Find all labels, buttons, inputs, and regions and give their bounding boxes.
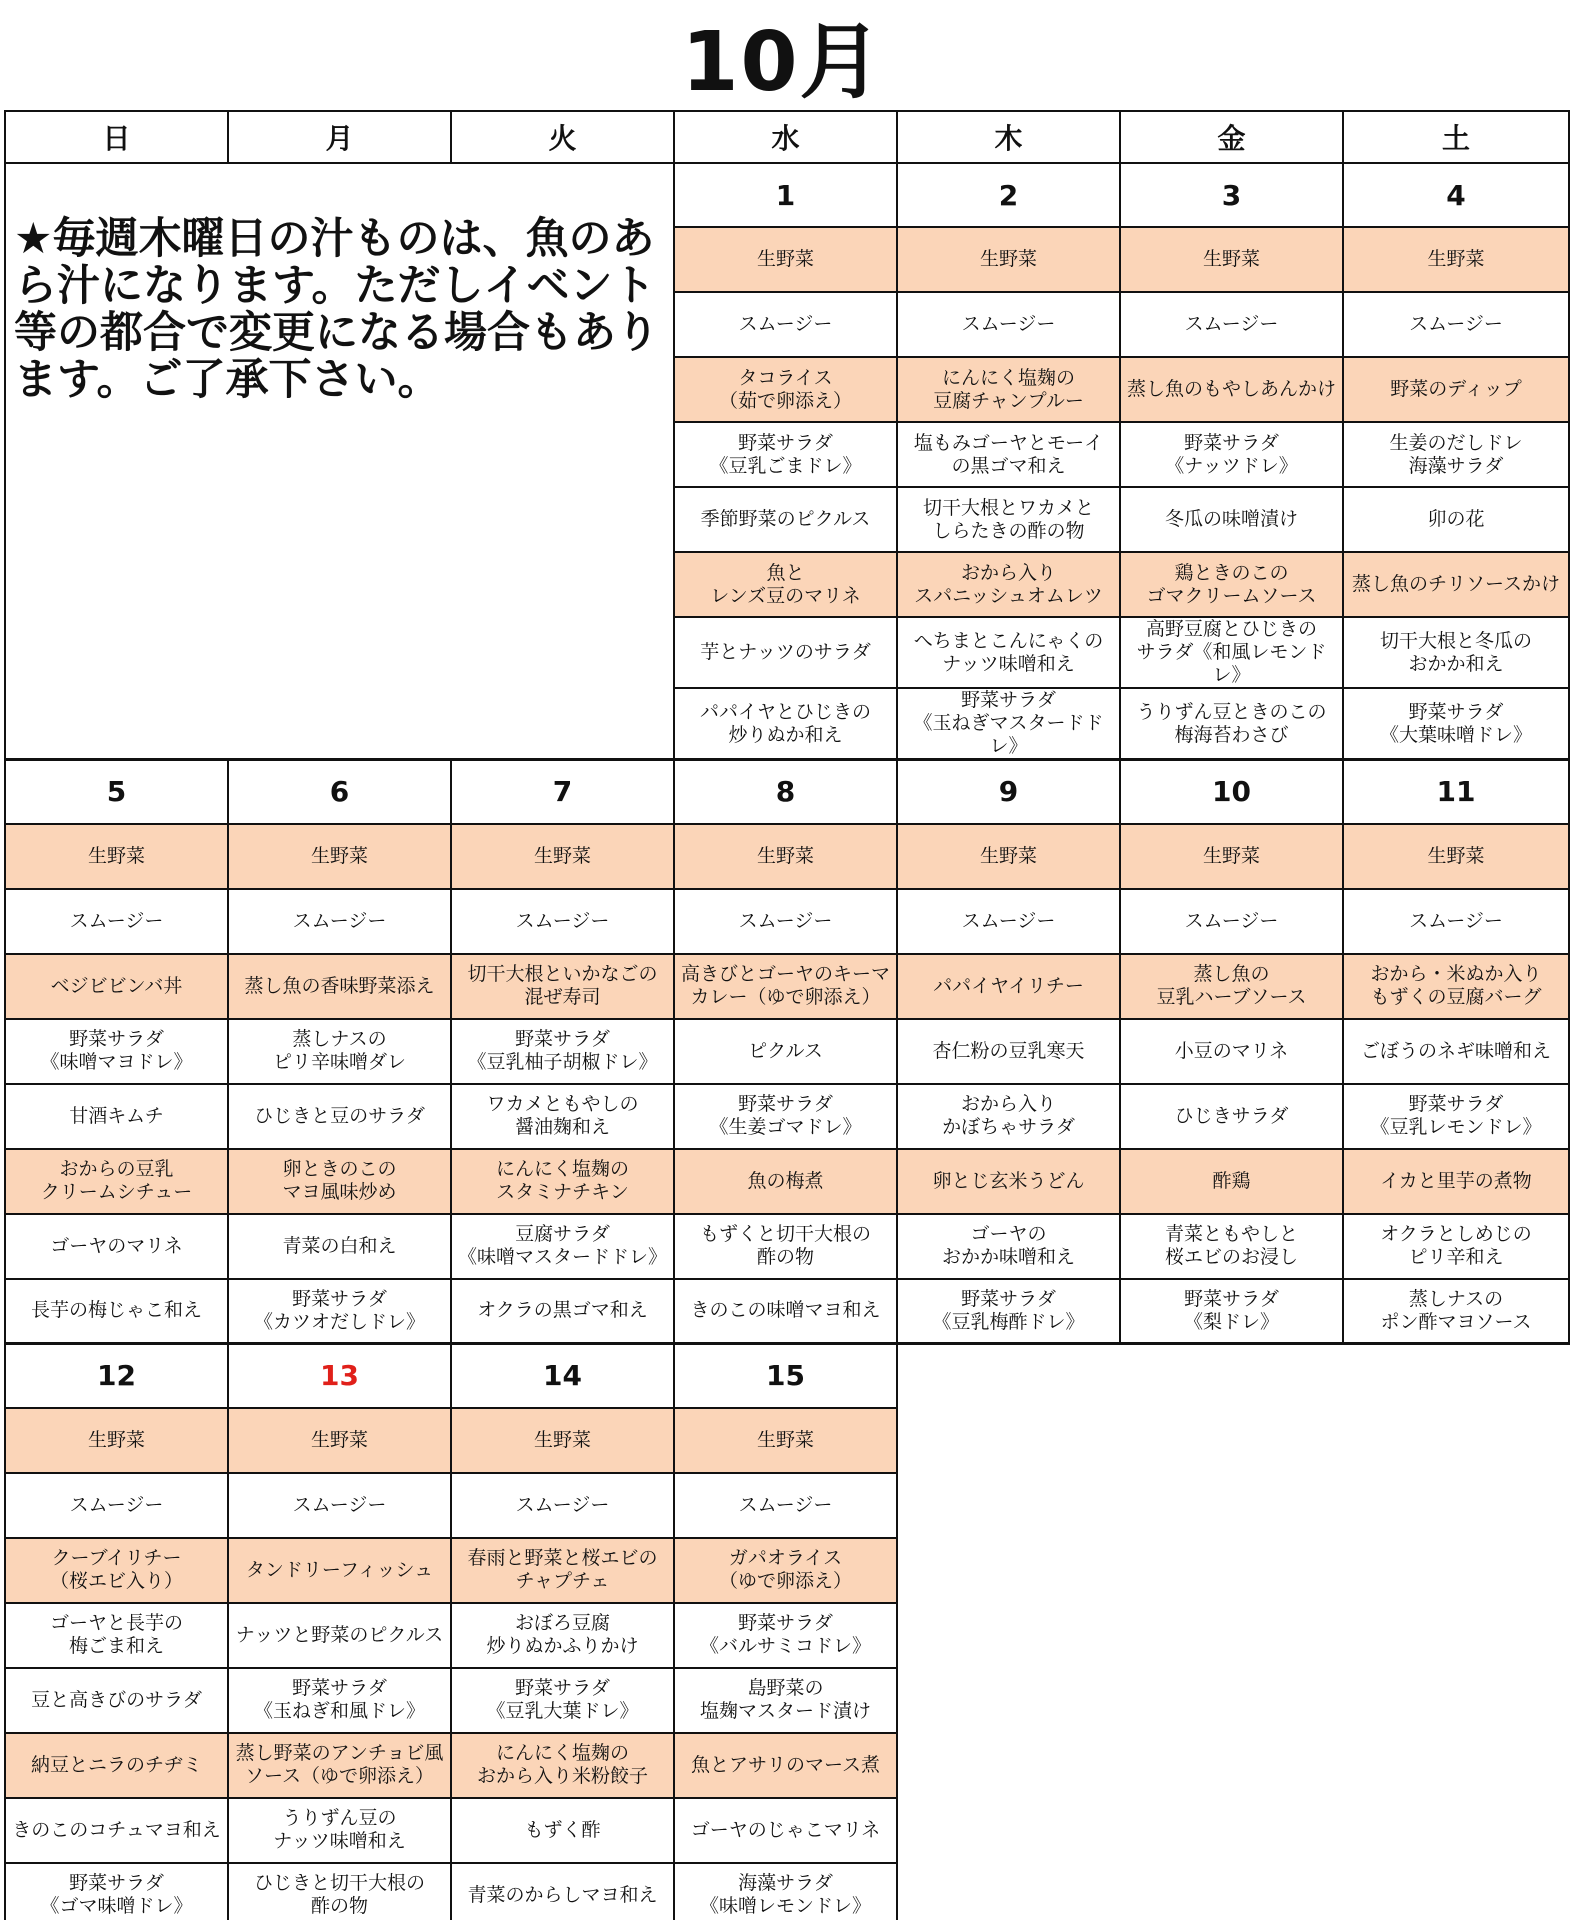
menu-item: イカと里芋の煮物 [1343,1149,1569,1214]
weekday-wed: 水 [674,111,897,163]
day-number: 9 [897,760,1120,824]
menu-item: 野菜サラダ 《生姜ゴマドレ》 [674,1084,897,1149]
menu-item: パパイヤイリチー [897,954,1120,1019]
menu-item: 島野菜の 塩麹マスタード漬け [674,1668,897,1733]
day-number: 13 [228,1344,451,1408]
menu-item: スムージー [1343,889,1569,954]
week-2-menu-row [5,1084,1569,1149]
menu-item: ゴーヤの おかか味噌和え [897,1214,1120,1279]
menu-item: 生野菜 [1343,227,1569,292]
menu-item: 納豆とニラのチヂミ [5,1733,228,1798]
week-2-menu-row [5,1019,1569,1084]
menu-item: 長芋の梅じゃこ和え [5,1279,228,1344]
menu-item: ひじきと切干大根の 酢の物 [228,1863,451,1920]
menu-item: 豆と高きびのサラダ [5,1668,228,1733]
menu-item: 生野菜 [228,1408,451,1473]
menu-item: 生野菜 [5,1408,228,1473]
menu-item: スムージー [1120,889,1343,954]
menu-item: タコライス （茹で卵添え） [674,357,897,422]
menu-item: 青菜の白和え [228,1214,451,1279]
menu-item: 魚の梅煮 [674,1149,897,1214]
menu-item: スムージー [5,1473,228,1538]
menu-item: スムージー [1343,292,1569,357]
menu-item: 甘酒キムチ [5,1084,228,1149]
menu-item: 生野菜 [674,1408,897,1473]
menu-item: ごぼうのネギ味噌和え [1343,1019,1569,1084]
menu-item: 魚とアサリのマース煮 [674,1733,897,1798]
menu-item: 野菜サラダ 《梨ドレ》 [1120,1279,1343,1344]
day-number: 7 [451,760,674,824]
menu-item: 蒸し魚のチリソースかけ [1343,552,1569,617]
week-2-menu-row [5,1214,1569,1279]
menu-item: もずく酢 [451,1798,674,1863]
menu-item: にんにく塩麹の 豆腐チャンプルー [897,357,1120,422]
weekday-sun: 日 [5,111,228,163]
menu-item: 野菜のディップ [1343,357,1569,422]
menu-item: ベジビビンバ丼 [5,954,228,1019]
week-3-day-row [5,1344,1569,1408]
menu-item: 芋とナッツのサラダ [674,617,897,688]
day-number: 2 [897,163,1120,227]
menu-item: 野菜サラダ 《カツオだしドレ》 [228,1279,451,1344]
menu-item: へちまとこんにゃくの ナッツ味噌和え [897,617,1120,688]
menu-item: 野菜サラダ 《ナッツドレ》 [1120,422,1343,487]
menu-item: ワカメともやしの 醤油麹和え [451,1084,674,1149]
menu-item: 青菜のからしマヨ和え [451,1863,674,1920]
menu-item: 生姜のだしドレ 海藻サラダ [1343,422,1569,487]
menu-item: 冬瓜の味噌漬け [1120,487,1343,552]
empty-cell [897,1344,1569,1920]
week-2-menu-row [5,954,1569,1019]
menu-item: にんにく塩麹の おから入り米粉餃子 [451,1733,674,1798]
menu-item: ナッツと野菜のピクルス [228,1603,451,1668]
weekday-mon: 月 [228,111,451,163]
day-number: 8 [674,760,897,824]
menu-item: 野菜サラダ 《玉ねぎマスタードドレ》 [897,688,1120,760]
menu-item: きのこのコチュマヨ和え [5,1798,228,1863]
menu-item: 高野豆腐とひじきの サラダ《和風レモンドレ》 [1120,617,1343,688]
menu-item: 高きびとゴーヤのキーマ カレー（ゆで卵添え） [674,954,897,1019]
menu-item: ピクルス [674,1019,897,1084]
menu-item: 蒸し魚のもやしあんかけ [1120,357,1343,422]
menu-item: 春雨と野菜と桜エビの チャプチェ [451,1538,674,1603]
menu-item: 野菜サラダ 《バルサミコドレ》 [674,1603,897,1668]
menu-item: 切干大根といかなごの 混ぜ寿司 [451,954,674,1019]
week-2-menu-row [5,824,1569,889]
menu-item: 生野菜 [897,227,1120,292]
menu-item: うりずん豆ときのこの 梅海苔わさび [1120,688,1343,760]
day-number: 4 [1343,163,1569,227]
weekday-fri: 金 [1120,111,1343,163]
menu-item: 蒸しナスの ピリ辛味噌ダレ [228,1019,451,1084]
menu-calendar [4,110,1570,1920]
menu-item: 魚と レンズ豆のマリネ [674,552,897,617]
week-2-menu-row [5,1279,1569,1344]
menu-item: 生野菜 [5,824,228,889]
week-2-menu-row [5,889,1569,954]
menu-item: オクラの黒ゴマ和え [451,1279,674,1344]
menu-item: 杏仁粉の豆乳寒天 [897,1019,1120,1084]
menu-item: 野菜サラダ 《玉ねぎ和風ドレ》 [228,1668,451,1733]
menu-item: 鶏ときのこの ゴマクリームソース [1120,552,1343,617]
menu-item: 生野菜 [674,227,897,292]
menu-item: スムージー [228,889,451,954]
menu-item: 蒸し野菜のアンチョビ風 ソース（ゆで卵添え） [228,1733,451,1798]
page-title: 10月 [681,15,884,110]
menu-item: 野菜サラダ 《豆乳大葉ドレ》 [451,1668,674,1733]
menu-item: 切干大根とワカメと しらたきの酢の物 [897,487,1120,552]
menu-item: 小豆のマリネ [1120,1019,1343,1084]
menu-item: スムージー [674,889,897,954]
week-2-menu-row [5,1149,1569,1214]
menu-item: スムージー [451,1473,674,1538]
menu-item: 生野菜 [1120,227,1343,292]
day-number: 1 [674,163,897,227]
menu-item: 切干大根と冬瓜の おかか和え [1343,617,1569,688]
menu-item: ひじきと豆のサラダ [228,1084,451,1149]
menu-item: 野菜サラダ 《豆乳レモンドレ》 [1343,1084,1569,1149]
weekday-sat: 土 [1343,111,1569,163]
menu-item: パパイヤとひじきの 炒りぬか和え [674,688,897,760]
weekday-tue: 火 [451,111,674,163]
menu-item: 野菜サラダ 《豆乳ごまドレ》 [674,422,897,487]
day-number: 11 [1343,760,1569,824]
menu-item: おから入り スパニッシュオムレツ [897,552,1120,617]
menu-item: ゴーヤと長芋の 梅ごま和え [5,1603,228,1668]
menu-item: おから・米ぬか入り もずくの豆腐バーグ [1343,954,1569,1019]
menu-item: 生野菜 [897,824,1120,889]
menu-item: 野菜サラダ 《豆乳柚子胡椒ドレ》 [451,1019,674,1084]
menu-item: クーブイリチー （桜エビ入り） [5,1538,228,1603]
week-1-day-row [5,163,1569,227]
menu-item: スムージー [897,292,1120,357]
menu-item: 野菜サラダ 《ゴマ味噌ドレ》 [5,1863,228,1920]
menu-item: スムージー [5,889,228,954]
menu-item: 野菜サラダ 《大葉味噌ドレ》 [1343,688,1569,760]
menu-item: ガパオライス （ゆで卵添え） [674,1538,897,1603]
menu-item: 蒸し魚の香味野菜添え [228,954,451,1019]
menu-item: 卵ときのこの マヨ風味炒め [228,1149,451,1214]
day-number: 12 [5,1344,228,1408]
menu-item: 生野菜 [1120,824,1343,889]
menu-item: 酢鶏 [1120,1149,1343,1214]
menu-item: ゴーヤのじゃこマリネ [674,1798,897,1863]
menu-item: 生野菜 [674,824,897,889]
day-number: 15 [674,1344,897,1408]
menu-item: もずくと切干大根の 酢の物 [674,1214,897,1279]
notice-cell [5,163,674,760]
menu-item: きのこの味噌マヨ和え [674,1279,897,1344]
menu-item: 野菜サラダ 《豆乳梅酢ドレ》 [897,1279,1120,1344]
menu-item: タンドリーフィッシュ [228,1538,451,1603]
menu-item: スムージー [674,1473,897,1538]
menu-item: スムージー [228,1473,451,1538]
menu-item: スムージー [674,292,897,357]
menu-item: 生野菜 [1343,824,1569,889]
menu-item: 蒸しナスの ポン酢マヨソース [1343,1279,1569,1344]
menu-item: 豆腐サラダ 《味噌マスタードドレ》 [451,1214,674,1279]
day-number: 6 [228,760,451,824]
menu-item: おから入り かぼちゃサラダ [897,1084,1120,1149]
menu-item: スムージー [1120,292,1343,357]
day-number: 3 [1120,163,1343,227]
menu-item: 生野菜 [228,824,451,889]
menu-item: おからの豆乳 クリームシチュー [5,1149,228,1214]
menu-item: スムージー [897,889,1120,954]
menu-item: 蒸し魚の 豆乳ハーブソース [1120,954,1343,1019]
menu-item: うりずん豆の ナッツ味噌和え [228,1798,451,1863]
menu-item: 生野菜 [451,1408,674,1473]
menu-item: 卵とじ玄米うどん [897,1149,1120,1214]
menu-item: 生野菜 [451,824,674,889]
menu-item: 卯の花 [1343,487,1569,552]
weekday-thu: 木 [897,111,1120,163]
weekday-header-row [5,111,1569,163]
menu-item: ひじきサラダ [1120,1084,1343,1149]
menu-item: おぼろ豆腐 炒りぬかふりかけ [451,1603,674,1668]
menu-item: 塩もみゴーヤとモーイ の黒ゴマ和え [897,422,1120,487]
menu-item: にんにく塩麹の スタミナチキン [451,1149,674,1214]
day-number: 10 [1120,760,1343,824]
menu-item: 海藻サラダ 《味噌レモンドレ》 [674,1863,897,1920]
menu-item: 野菜サラダ 《味噌マヨドレ》 [5,1019,228,1084]
menu-item: スムージー [451,889,674,954]
notice-text: ★毎週木曜日の汁ものは、魚のあら汁になります。ただしイベント等の都合で変更になる場合もあります。ご了承下さい。 [14,214,659,405]
day-number: 5 [5,760,228,824]
menu-item: ゴーヤのマリネ [5,1214,228,1279]
menu-item: オクラとしめじの ピリ辛和え [1343,1214,1569,1279]
week-2-day-row [5,760,1569,824]
menu-item: 季節野菜のピクルス [674,487,897,552]
day-number: 14 [451,1344,674,1408]
menu-item: 青菜ともやしと 桜エビのお浸し [1120,1214,1343,1279]
